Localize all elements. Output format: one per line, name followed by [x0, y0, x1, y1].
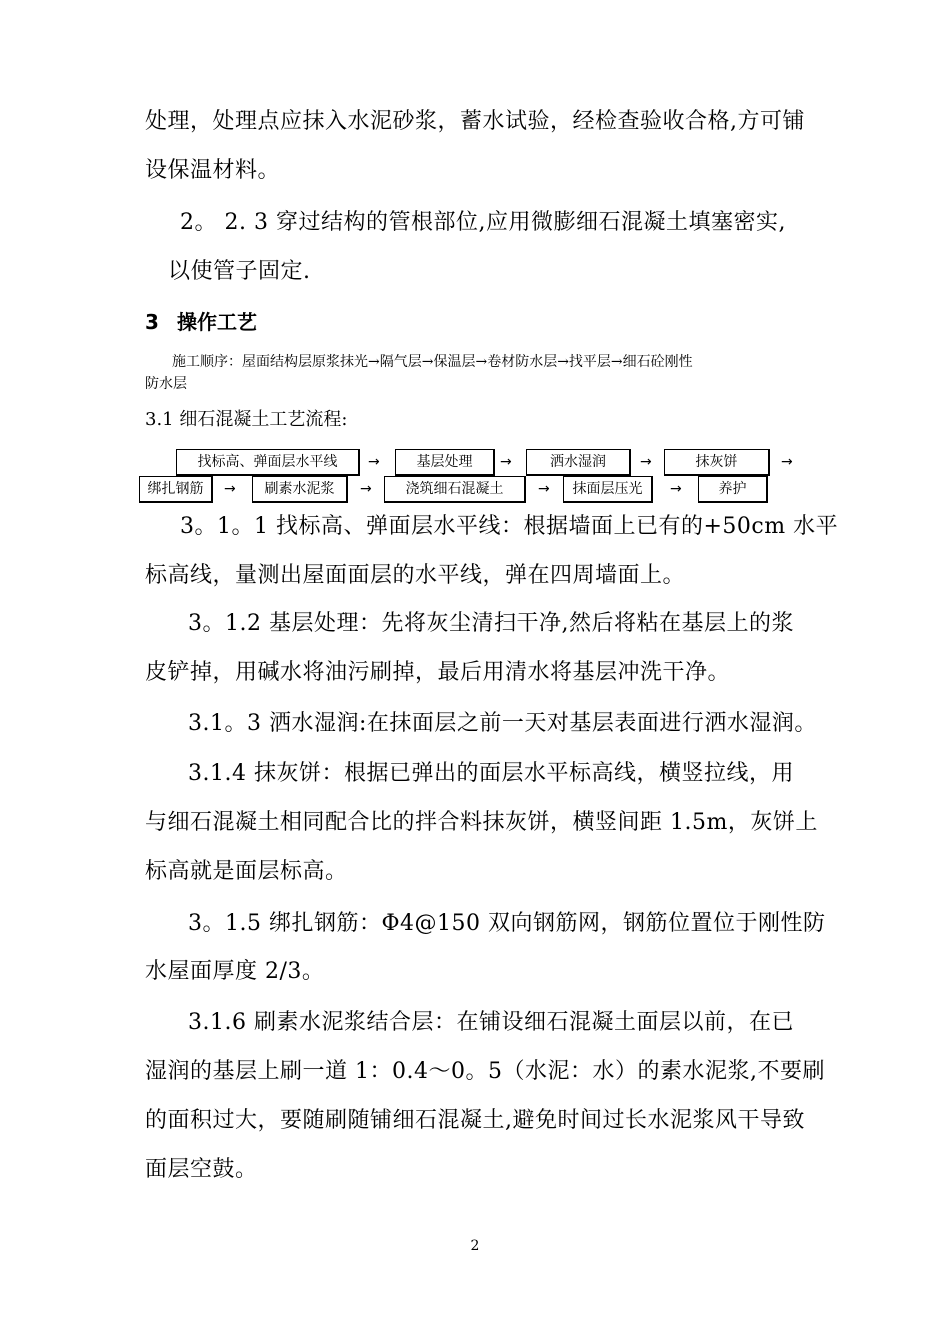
paragraph-line: 与细石混凝土相同配合比的拌合料抹灰饼，横竖间距 1.5m，灰饼上 [145, 810, 818, 835]
section-title: 操作工艺 [177, 310, 257, 334]
flow-step: 洒水湿润 [526, 449, 631, 476]
paragraph-line: 3.1。3 洒水湿润:在抹面层之前一天对基层表面进行洒水湿润。 [188, 711, 817, 736]
flow-arrow: → [538, 481, 550, 497]
paragraph-line: 皮铲掉，用碱水将油污刷掉，最后用清水将基层冲洗干净。 [145, 660, 731, 685]
flow-arrow: → [670, 481, 682, 497]
paragraph-line: 2。 2. 3 穿过结构的管根部位,应用微膨细石混凝土填塞密实, [180, 210, 786, 235]
paragraph-line: 标高线，量测出屋面面层的水平线，弹在四周墙面上。 [145, 563, 686, 588]
section-number: 3 [145, 310, 159, 334]
construction-sequence: 施工顺序：屋面结构层原浆抹光→隔气层→保温层→卷材防水层→找平层→细石砼刚性 [172, 354, 693, 370]
flow-title: 3.1 细石混凝土工艺流程: [145, 409, 348, 430]
flow-arrow: → [368, 454, 380, 470]
paragraph-line: 湿润的基层上刷一道 1：0.4～0。5（水泥：水）的素水泥浆,不要刷 [145, 1059, 825, 1084]
flow-step: 基层处理 [395, 449, 495, 476]
paragraph-line: 3。1.5 绑扎钢筋：Φ4@150 双向钢筋网，钢筋位置位于刚性防 [188, 911, 826, 936]
flow-step: 抹灰饼 [664, 449, 770, 476]
construction-sequence-cont: 防水层 [145, 376, 187, 392]
paragraph-line: 面层空鼓。 [145, 1157, 258, 1182]
flow-arrow: → [781, 454, 793, 470]
flow-step: 抹面层压光 [563, 476, 653, 503]
paragraph-line: 3.1.6 刷素水泥浆结合层：在铺设细石混凝土面层以前，在已 [188, 1010, 794, 1035]
flow-step: 刷素水泥浆 [252, 476, 348, 503]
paragraph-line: 水屋面厚度 2/3。 [145, 959, 325, 984]
flow-step: 养护 [698, 476, 768, 503]
flow-step: 浇筑细石混凝土 [384, 476, 526, 503]
flow-arrow: → [500, 454, 512, 470]
flow-arrow: → [224, 481, 236, 497]
paragraph-line: 标高就是面层标高。 [145, 859, 348, 884]
paragraph-line: 设保温材料。 [145, 158, 281, 183]
flow-step: 找标高、弹面层水平线 [176, 449, 360, 476]
flow-arrow: → [640, 454, 652, 470]
page-number: 2 [470, 1238, 480, 1254]
paragraph-line: 以使管子固定. [168, 259, 311, 284]
paragraph-line: 3.1.4 抹灰饼：根据已弹出的面层水平标高线，横竖拉线，用 [188, 761, 794, 786]
paragraph-line: 的面积过大，要随刷随铺细石混凝土,避免时间过长水泥浆风干导致 [145, 1108, 805, 1133]
paragraph-line: 3。1。1 找标高、弹面层水平线：根据墙面上已有的+50cm 水平 [180, 514, 839, 539]
paragraph-line: 3。1.2 基层处理：先将灰尘清扫干净,然后将粘在基层上的浆 [188, 611, 794, 636]
flow-arrow: → [360, 481, 372, 497]
section-heading [145, 308, 257, 336]
flow-step: 绑扎钢筋 [139, 476, 213, 503]
paragraph-line: 处理，处理点应抹入水泥砂浆，蓄水试验，经检查验收合格,方可铺 [145, 109, 805, 134]
